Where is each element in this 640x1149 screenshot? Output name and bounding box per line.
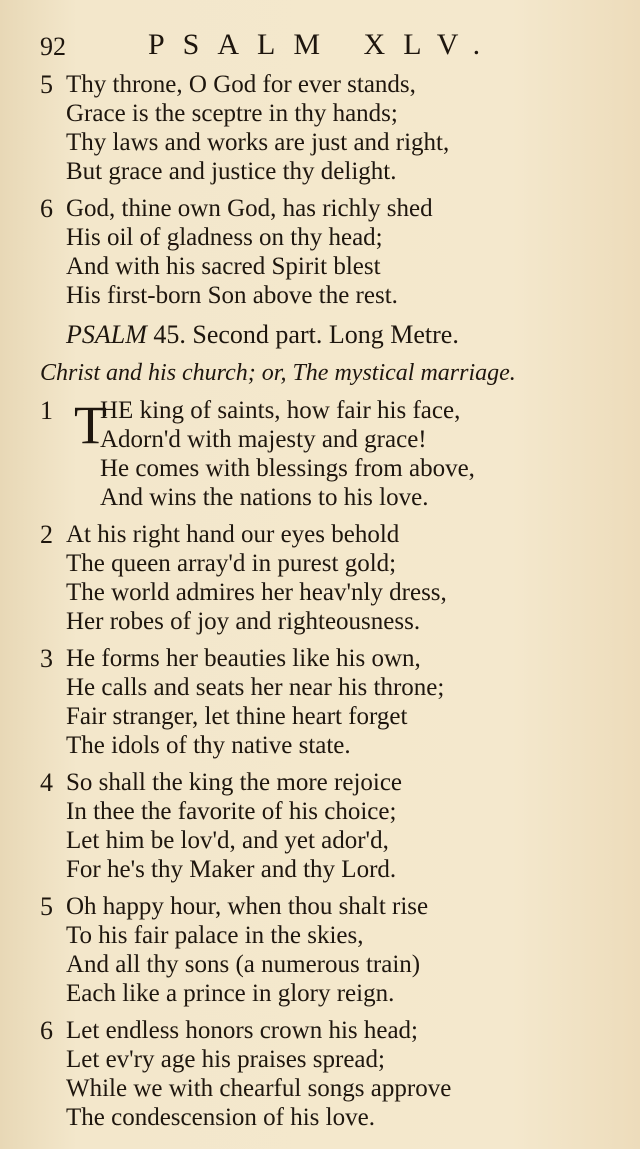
psalm-title-part: Second part. [192, 320, 323, 349]
stanza-lines [66, 1016, 620, 1132]
verse-line: While we with chearful songs approve [66, 1075, 452, 1102]
verse-number: 4 [40, 768, 53, 797]
psalm-part-one [40, 70, 620, 310]
verse-line: And wins the nations to his love. [100, 484, 429, 511]
verse-line: Thy laws and works are just and right, [66, 129, 450, 156]
verse-line: He comes with blessings from above, [100, 455, 475, 482]
verse-line: Adorn'd with majesty and grace! [100, 426, 427, 453]
verse-line: The queen array'd in purest gold; [66, 550, 397, 577]
verse-line: Let ev'ry age his praises spread; [66, 1046, 385, 1073]
verse-line: His first-born Son above the rest. [66, 282, 398, 309]
verse-line: The condescension of his love. [66, 1104, 375, 1131]
stanza [40, 644, 620, 760]
verse-number: 6 [40, 1016, 53, 1045]
stanza [40, 70, 620, 186]
verse-number: 3 [40, 644, 53, 673]
psalm-title-name: PSALM [66, 320, 147, 349]
verse-line: Each like a prince in glory reign. [66, 980, 395, 1007]
stanza-lines [66, 396, 620, 512]
verse-line: Let endless honors crown his head; [66, 1017, 419, 1044]
stanza [40, 396, 620, 512]
verse-line: Her robes of joy and righteousness. [66, 608, 421, 635]
verse-line: To his fair palace in the skies, [66, 922, 364, 949]
psalm-subtitle: Christ and his church; or, The mystical marriage. [40, 360, 516, 386]
drop-cap: T [74, 395, 107, 455]
page-number: 92 [40, 32, 66, 61]
stanza [40, 892, 620, 1008]
verse-number: 1 [40, 396, 53, 425]
verse-line: In thee the favorite of his choice; [66, 798, 397, 825]
verse-line: Oh happy hour, when thou shalt rise [66, 893, 429, 920]
page-header [40, 24, 620, 64]
verse-line: At his right hand our eyes behold [66, 521, 400, 548]
psalm-part-two [40, 396, 620, 1132]
verse-number: 6 [40, 194, 53, 223]
verse-line: And all thy sons (a numerous train) [66, 951, 421, 978]
verse-line: The idols of thy native state. [66, 732, 351, 759]
verse-line: So shall the king the more rejoice [66, 769, 403, 796]
stanza [40, 520, 620, 636]
stanza [40, 768, 620, 884]
page-body [40, 70, 620, 1140]
verse-line: HE king of saints, how fair his face, [100, 397, 461, 424]
verse-line: Fair stranger, let thine heart forget [66, 703, 408, 730]
stanza-lines [66, 70, 620, 186]
psalm-title-number: 45. [153, 320, 186, 349]
stanza-lines [66, 644, 620, 760]
verse-line: For he's thy Maker and thy Lord. [66, 856, 397, 883]
stanza [40, 1016, 620, 1132]
verse-number: 5 [40, 892, 53, 921]
verse-line: He calls and seats her near his throne; [66, 674, 445, 701]
verse-line: Thy throne, O God for ever stands, [66, 71, 416, 98]
verse-line: But grace and justice thy delight. [66, 158, 397, 185]
verse-line: He forms her beauties like his own, [66, 645, 421, 672]
verse-line: The world admires her heav'nly dress, [66, 579, 447, 606]
psalm-title-metre: Long Metre. [328, 320, 459, 349]
stanza-lines [66, 768, 620, 884]
verse-line: Grace is the sceptre in thy hands; [66, 100, 398, 127]
verse-number: 2 [40, 520, 53, 549]
stanza [40, 194, 620, 310]
first-line-wrap [66, 396, 620, 454]
running-head: PSALM XLV. [148, 28, 499, 61]
stanza-lines [66, 892, 620, 1008]
verse-line: Let him be lov'd, and yet ador'd, [66, 827, 389, 854]
verse-line: And with his sacred Spirit blest [66, 253, 381, 280]
stanza-lines [66, 520, 620, 636]
stanza-lines [66, 194, 620, 310]
verse-line: His oil of gladness on thy head; [66, 224, 383, 251]
psalm-title [66, 318, 620, 352]
verse-line: God, thine own God, has richly shed [66, 195, 433, 222]
verse-number: 5 [40, 70, 53, 99]
